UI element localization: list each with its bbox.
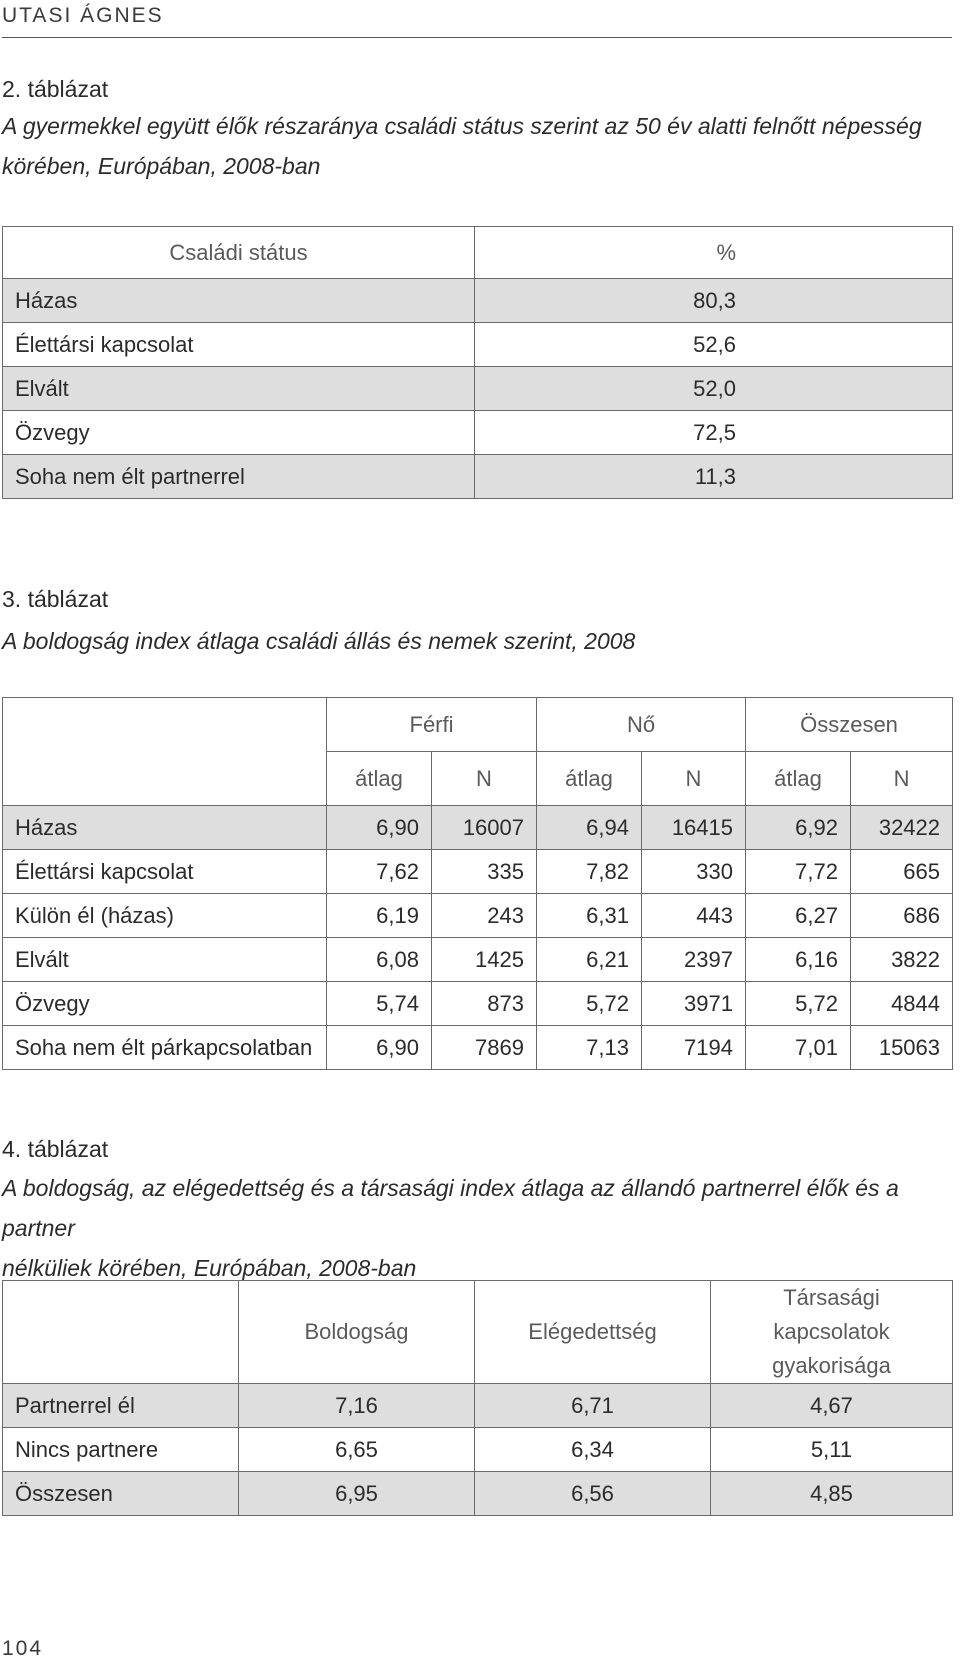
row-value: 80,3 — [475, 279, 953, 323]
cell: 7,62 — [327, 850, 432, 894]
cell: 6,31 — [537, 894, 642, 938]
cell: 6,92 — [746, 806, 851, 850]
cell: 6,71 — [475, 1384, 711, 1428]
table3 — [2, 697, 953, 1070]
header-divider — [2, 37, 952, 38]
table3-title: A boldogság index átlaga családi állás és nemek szerint, 2008 — [2, 628, 636, 654]
cell: 6,27 — [746, 894, 851, 938]
table4-corner-cell — [3, 1281, 239, 1384]
row-label: Partnerrel él — [3, 1384, 239, 1428]
cell: 6,90 — [327, 806, 432, 850]
row-value: 11,3 — [475, 455, 953, 499]
table3-group-row — [3, 698, 953, 752]
cell: 4,85 — [711, 1472, 953, 1516]
cell: 7,72 — [746, 850, 851, 894]
cell: 7869 — [432, 1026, 537, 1070]
table4-header-elegedettseg: Elégedettség — [475, 1281, 711, 1384]
cell: 686 — [851, 894, 953, 938]
table4-header-tarsasagi — [711, 1281, 953, 1384]
row-label: Elvált — [3, 938, 327, 982]
table4-label: 4. táblázat — [2, 1136, 109, 1162]
table2-header-status: Családi státus — [3, 227, 475, 279]
cell: 6,16 — [746, 938, 851, 982]
cell: 7194 — [642, 1026, 746, 1070]
cell: 6,21 — [537, 938, 642, 982]
table-row — [3, 279, 953, 323]
cell: 6,90 — [327, 1026, 432, 1070]
cell: 6,08 — [327, 938, 432, 982]
row-label: Összesen — [3, 1472, 239, 1516]
table2-label: 2. táblázat — [2, 76, 109, 102]
cell: 6,34 — [475, 1428, 711, 1472]
row-label: Házas — [3, 806, 327, 850]
row-label: Soha nem élt partnerrel — [3, 455, 475, 499]
table4-header-tarsasagi-line2: gyakorisága — [772, 1353, 891, 1378]
table-row — [3, 455, 953, 499]
row-value: 72,5 — [475, 411, 953, 455]
table-row — [3, 411, 953, 455]
table2 — [2, 226, 953, 499]
table3-label: 3. táblázat — [2, 586, 109, 612]
cell: 7,01 — [746, 1026, 851, 1070]
cell: 330 — [642, 850, 746, 894]
cell: 873 — [432, 982, 537, 1026]
table-row — [3, 938, 953, 982]
cell: 6,95 — [239, 1472, 475, 1516]
cell: 5,11 — [711, 1428, 953, 1472]
cell: 15063 — [851, 1026, 953, 1070]
running-header: UTASI ÁGNES — [2, 4, 164, 27]
table-row — [3, 1472, 953, 1516]
cell: 2397 — [642, 938, 746, 982]
row-label: Soha nem élt párkapcsolatban — [3, 1026, 327, 1070]
row-label: Özvegy — [3, 411, 475, 455]
row-label: Élettársi kapcsolat — [3, 850, 327, 894]
table4 — [2, 1280, 953, 1516]
cell: 7,16 — [239, 1384, 475, 1428]
row-label: Nincs partnere — [3, 1428, 239, 1472]
row-value: 52,0 — [475, 367, 953, 411]
row-label: Külön él (házas) — [3, 894, 327, 938]
row-label: Házas — [3, 279, 475, 323]
cell: 6,19 — [327, 894, 432, 938]
row-label: Élettársi kapcsolat — [3, 323, 475, 367]
cell: 3822 — [851, 938, 953, 982]
cell: 443 — [642, 894, 746, 938]
cell: 1425 — [432, 938, 537, 982]
subheader-n: N — [432, 752, 537, 806]
cell: 6,94 — [537, 806, 642, 850]
cell: 665 — [851, 850, 953, 894]
table4-title — [2, 1168, 957, 1288]
cell: 6,65 — [239, 1428, 475, 1472]
table-row — [3, 1428, 953, 1472]
subheader-atlag: átlag — [746, 752, 851, 806]
cell: 4844 — [851, 982, 953, 1026]
table4-header-boldogsag: Boldogság — [239, 1281, 475, 1384]
cell: 6,56 — [475, 1472, 711, 1516]
cell: 4,67 — [711, 1384, 953, 1428]
table3-group-osszesen: Összesen — [746, 698, 953, 752]
cell: 243 — [432, 894, 537, 938]
table-row — [3, 1026, 953, 1070]
table2-header-row — [3, 227, 953, 279]
cell: 7,82 — [537, 850, 642, 894]
table4-title-line1: A boldogság, az elégedettség és a társasági index átlaga az állandó partnerrel élők és a partner — [2, 1175, 899, 1241]
table4-title-line2: nélküliek körében, Európában, 2008-ban — [2, 1255, 417, 1281]
cell: 5,72 — [537, 982, 642, 1026]
table4-header-tarsasagi-line1: Társasági kapcsolatok — [773, 1285, 890, 1344]
table4-header-row — [3, 1281, 953, 1384]
table3-group-ferfi: Férfi — [327, 698, 537, 752]
table2-title: A gyermekkel együtt élők részaránya családi státus szerint az 50 év alatti felnőtt népesség körében, Európában, 2008-ban — [2, 113, 922, 179]
table-row — [3, 806, 953, 850]
cell: 16415 — [642, 806, 746, 850]
subheader-n: N — [851, 752, 953, 806]
cell: 32422 — [851, 806, 953, 850]
table-row — [3, 850, 953, 894]
table2-header-percent: % — [475, 227, 953, 279]
cell: 3971 — [642, 982, 746, 1026]
table-row — [3, 323, 953, 367]
table3-corner-cell — [3, 698, 327, 806]
cell: 335 — [432, 850, 537, 894]
cell: 7,13 — [537, 1026, 642, 1070]
subheader-n: N — [642, 752, 746, 806]
cell: 5,74 — [327, 982, 432, 1026]
table3-group-no: Nő — [537, 698, 746, 752]
table-row — [3, 1384, 953, 1428]
cell: 5,72 — [746, 982, 851, 1026]
row-value: 52,6 — [475, 323, 953, 367]
table-row — [3, 367, 953, 411]
cell: 16007 — [432, 806, 537, 850]
row-label: Özvegy — [3, 982, 327, 1026]
page-number: 104 — [2, 1637, 44, 1660]
row-label: Elvált — [3, 367, 475, 411]
table-row — [3, 894, 953, 938]
table-row — [3, 982, 953, 1026]
subheader-atlag: átlag — [327, 752, 432, 806]
subheader-atlag: átlag — [537, 752, 642, 806]
